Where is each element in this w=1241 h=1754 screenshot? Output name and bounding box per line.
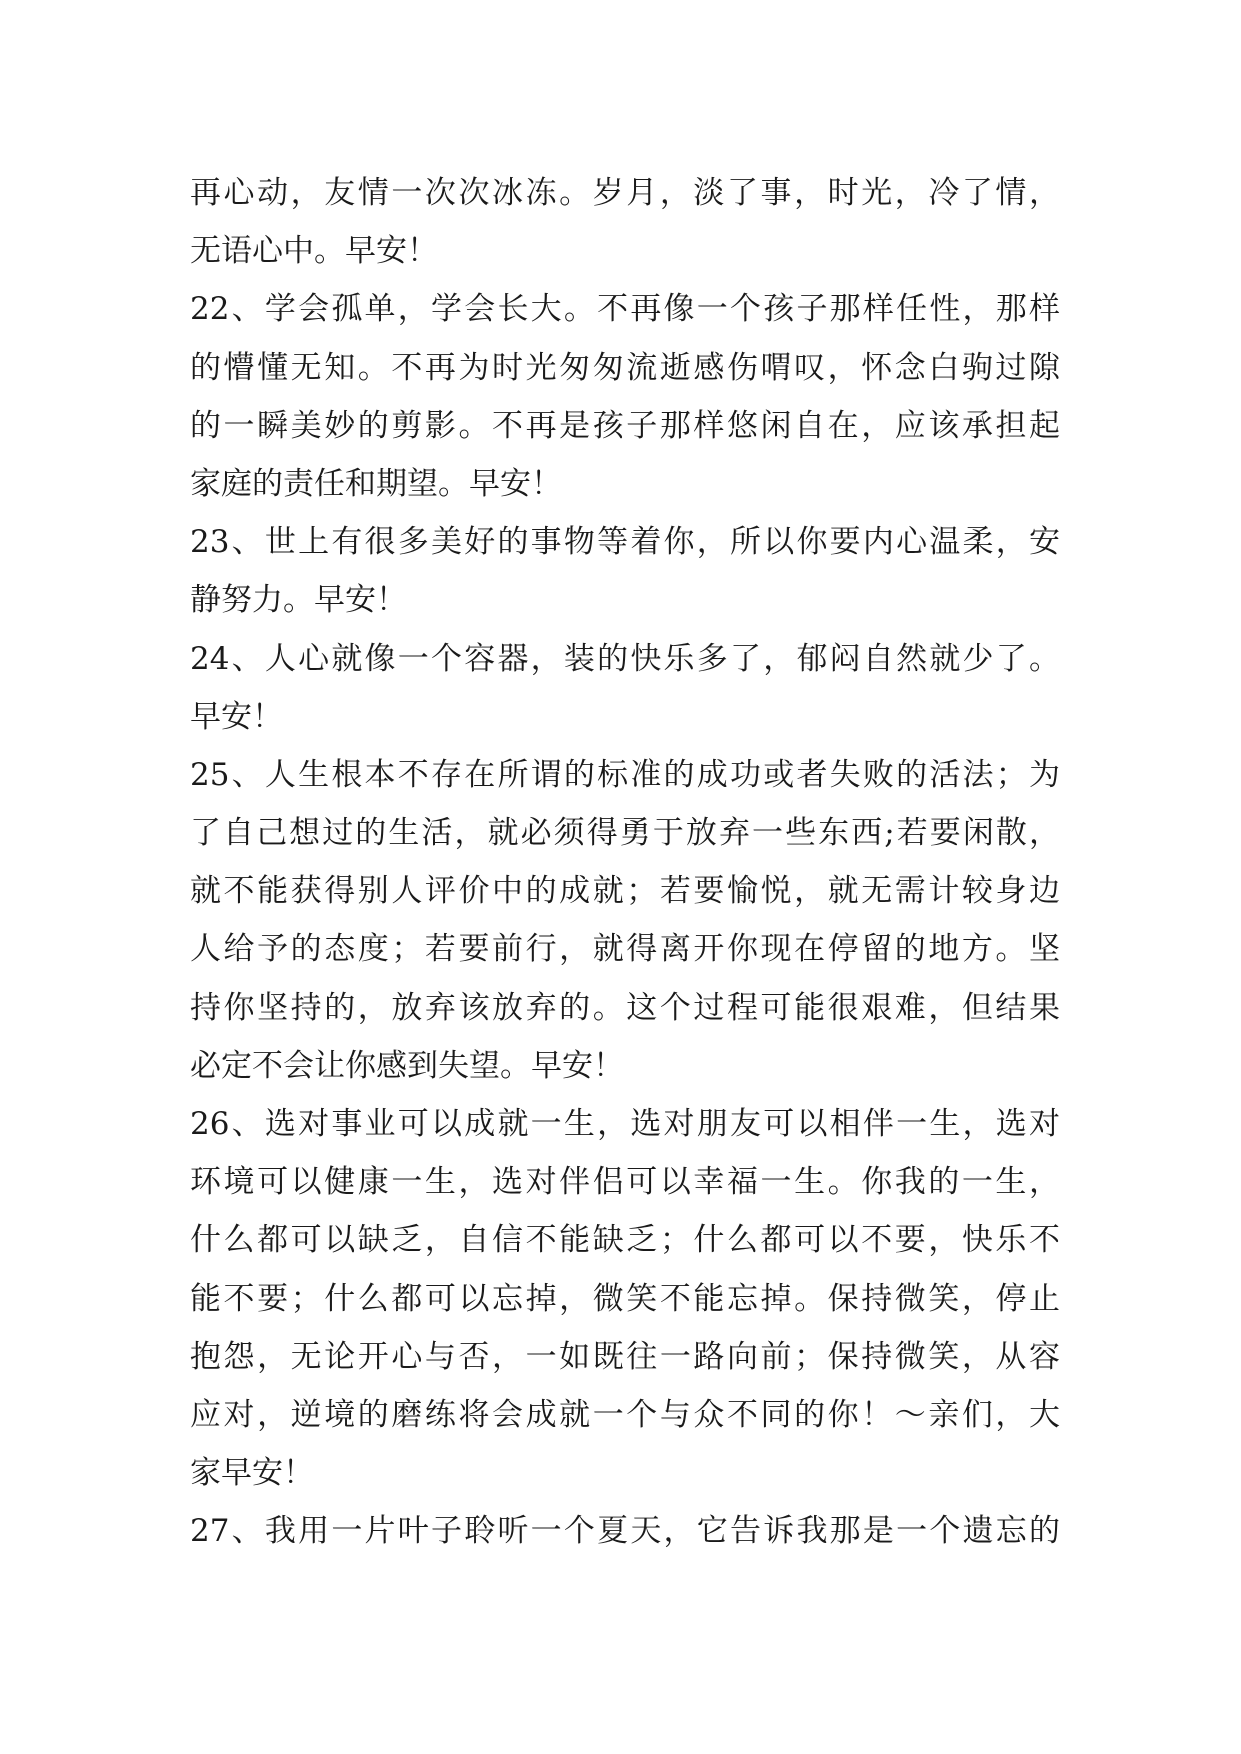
text-line: 应对，逆境的磨练将会成就一个与众不同的你！～亲们，大 xyxy=(190,1396,1060,1433)
text-line: 家庭的责任和期望。早安！ xyxy=(190,465,562,502)
text-line: 23、世上有很多美好的事物等着你，所以你要内心温柔，安 xyxy=(190,524,1060,561)
text-line: 能不要；什么都可以忘掉，微笑不能忘掉。保持微笑，停止 xyxy=(190,1280,1060,1317)
text-line: 静努力。早安！ xyxy=(190,582,407,619)
text-line: 26、选对事业可以成就一生，选对朋友可以相伴一生，选对 xyxy=(190,1106,1060,1142)
text-line: 抱怨，无论开心与否，一如既往一路向前；保持微笑，从容 xyxy=(190,1338,1060,1375)
text-line: 24、人心就像一个容器，装的快乐多了，郁闷自然就少了。 xyxy=(190,640,1060,677)
text-line: 的懵懂无知。不再为时光匆匆流逝感伤喟叹，怀念白驹过隙 xyxy=(190,349,1060,386)
text-line: 早安！ xyxy=(190,698,283,735)
text-line: 无语心中。早安！ xyxy=(190,233,438,270)
text-line: 什么都可以缺乏，自信不能缺乏；什么都可以不要，快乐不 xyxy=(190,1222,1060,1259)
text-line: 环境可以健康一生，选对伴侣可以幸福一生。你我的一生， xyxy=(190,1164,1060,1201)
text-line: 必定不会让你感到失望。早安！ xyxy=(190,1047,624,1084)
text-line: 家早安！ xyxy=(190,1455,314,1492)
text-line: 22、学会孤单，学会长大。不再像一个孩子那样任性，那样 xyxy=(190,291,1060,328)
text-line: 27、我用一片叶子聆听一个夏天，它告诉我那是一个遗忘的 xyxy=(190,1513,1060,1550)
text-line: 了自己想过的生活，就必须得勇于放弃一些东西;若要闲散， xyxy=(190,815,1060,852)
text-line: 25、人生根本不存在所谓的标准的成功或者失败的活法；为 xyxy=(190,756,1060,793)
document-body xyxy=(190,164,1060,1561)
text-line: 就不能获得别人评价中的成就；若要愉悦，就无需计较身边 xyxy=(190,873,1060,910)
text-line: 人给予的态度；若要前行，就得离开你现在停留的地方。坚 xyxy=(190,931,1060,968)
text-line: 再心动，友情一次次冰冻。岁月，淡了事，时光，冷了情， xyxy=(190,175,1060,211)
text-line: 的一瞬美妙的剪影。不再是孩子那样悠闲自在，应该承担起 xyxy=(190,407,1060,444)
text-line: 持你坚持的，放弃该放弃的。这个过程可能很艰难，但结果 xyxy=(190,989,1060,1026)
